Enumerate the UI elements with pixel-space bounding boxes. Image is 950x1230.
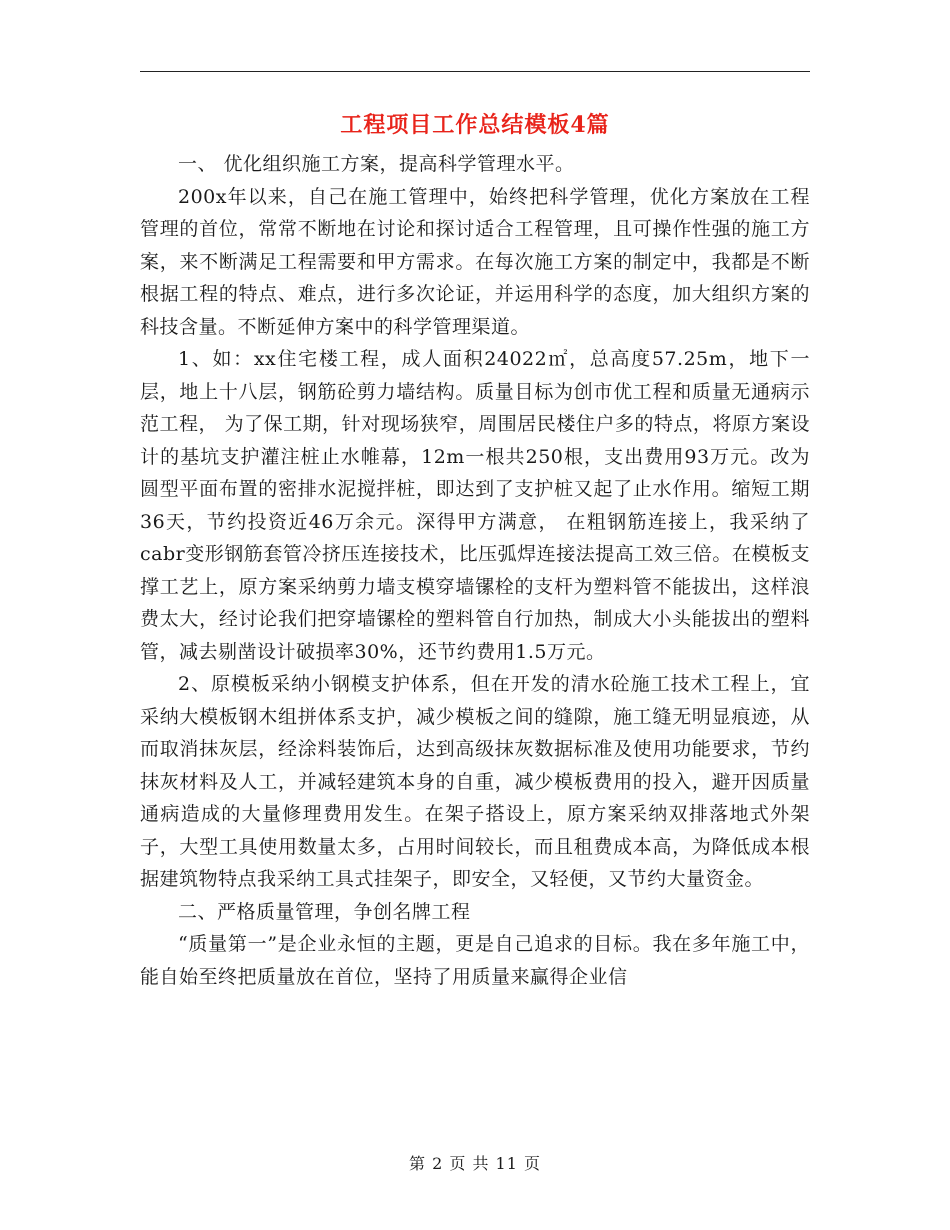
section-heading-2: 二、严格质量管理，争创名牌工程 <box>178 900 471 923</box>
document-title: 工程项目工作总结模板4篇 <box>340 112 610 138</box>
body-paragraph: 2、原模板采纳小钢模支护体系，但在开发的清水砼施工技术工程上，宜采纳大模板钢木组拼体系支护，减少模板之间的缝隙，施工缝无明显痕迹，从而取消抹灰层，经涂料装饰后，达到高级抹灰数据标准及使用功能要求，节约抹灰材料及人工，并减轻建筑本身的自重，减少模板费用的投入，避开因质量通病造成的大量修理费用发生。在架子搭设上，原方案采纳双排落地式外架子，大型工具使用数量太多，占用时间较长，而且租费成本高，为降低成本根据建筑物特点我采纳工具式挂架子，即安全，又轻便，又节约大量资金。 <box>140 673 810 890</box>
body-paragraph: “质量第一”是企业永恒的主题，更是自己追求的目标。我在多年施工中，能自始至终把质量放在首位，坚持了用质量来赢得企业信 <box>140 933 810 988</box>
section-heading-1: 一、 优化组织施工方案，提高科学管理水平。 <box>178 153 575 175</box>
header-rule <box>140 71 810 72</box>
body-paragraph: 1、如：xx住宅楼工程，成人面积24022㎡，总高度57.25m，地下一层，地上十八层，钢筋砼剪力墙结构。质量目标为创市优工程和质量无通病示范工程， 为了保工期，针对现场狭窄，周围居民楼住户多的特点，将原方案设计的基坑支护灌注桩止水帷幕，12m一根共250根，支出费用93万元。改为圆型平面布置的密排水泥搅拌桩，即达到了支护桩又起了止水作用。缩短工期36天，节约投资近46万余元。深得甲方满意， 在粗钢筋连接上，我采纳了cabr变形钢筋套管冷挤压连接技术，比压弧焊连接法提高工效三倍。在模板支撑工艺上，原方案采纳剪力墙支模穿墙镙栓的支杆为塑料管不能拔出，这样浪费太大，经讨论我们把穿墙镙栓的塑料管自行加热，制成大小头能拔出的塑料管，减去剔凿设计破损率30%，还节约费用1.5万元。 <box>140 348 810 663</box>
body-paragraph: 200x年以来，自己在施工管理中，始终把科学管理，优化方案放在工程管理的首位，常常不断地在讨论和探讨适合工程管理，且可操作性强的施工方案，来不断满足工程需要和甲方需求。在每次施工方案的制定中，我都是不断根据工程的特点、难点，进行多次论证，并运用科学的态度，加大组织方案的科技含量。不断延伸方案中的科学管理渠道。 <box>140 185 810 338</box>
page-footer: 第 2 页 共 11 页 <box>409 1154 541 1173</box>
document-body <box>140 148 810 993</box>
